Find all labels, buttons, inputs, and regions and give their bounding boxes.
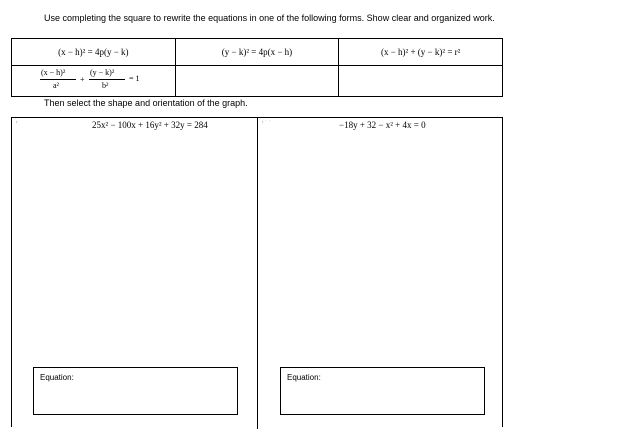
ellipse-den2: b²	[102, 81, 109, 90]
form-empty-cell	[175, 66, 339, 97]
ellipse-bar2	[89, 79, 125, 80]
answer-label-1: Equation:	[40, 373, 74, 382]
form-empty-cell	[339, 66, 503, 97]
answer-box-2[interactable]	[280, 367, 485, 415]
answer-label-2: Equation:	[287, 373, 321, 382]
ellipse-num1: (x − h)²	[41, 68, 66, 77]
problem-2-equation: −18y + 32 − x² + 4x = 0	[339, 120, 426, 130]
faint-mark: ʳ ˙ ˙	[262, 121, 271, 127]
answer-box-1[interactable]	[33, 367, 238, 415]
ellipse-bar1	[40, 79, 76, 80]
ellipse-num2: (y − k)²	[90, 68, 115, 77]
faint-mark: ʳ	[16, 121, 18, 127]
form-circle: (x − h)² + (y − k)² = r²	[339, 39, 503, 66]
then-select-text: Then select the shape and orientation of the graph.	[44, 98, 248, 108]
ellipse-rhs: = 1	[129, 74, 140, 83]
ellipse-den1: a²	[53, 81, 59, 90]
form-parabola-vertical: (x − h)² = 4p(y − k)	[12, 39, 176, 66]
forms-table	[11, 38, 503, 97]
ellipse-plus: +	[80, 75, 85, 84]
problem-1-equation: 25x² − 100x + 16y² + 32y = 284	[92, 120, 208, 130]
form-parabola-horizontal: (y − k)² = 4p(x − h)	[175, 39, 339, 66]
panel-divider	[257, 117, 258, 429]
form-ellipse	[12, 66, 176, 97]
instructions-text: Use completing the square to rewrite the equations in one of the following forms. Show clear and organized work.	[44, 13, 495, 23]
